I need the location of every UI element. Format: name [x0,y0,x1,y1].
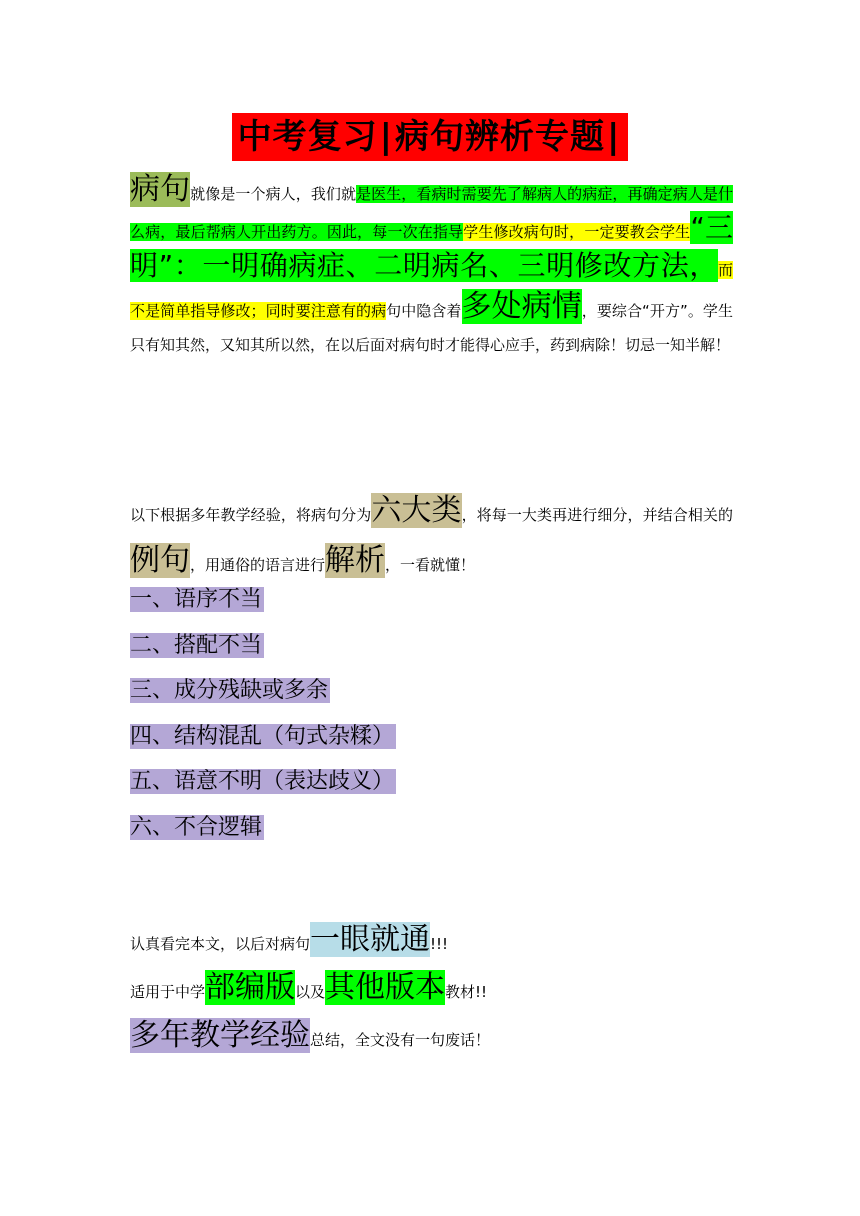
category-label: 六、不合逻辑 [130,814,263,840]
title-bar-2: | [607,117,621,157]
intro-three-clarity: “三明”：一明确病症、二明病名、三明修改方法， [130,211,733,282]
summary-keyword-six: 六大类 [371,493,462,528]
closing-text: !!! [430,935,449,953]
closing-keyword-glance: 一眼就通 [310,922,431,957]
intro-paragraph [130,170,733,362]
title-part-2: 病句辨析专题 [395,117,605,157]
title-container [0,113,860,161]
summary-text-2: ，将每一大类再进行细分，并结合相关的 [461,506,733,524]
closing-text: 以及 [295,983,326,1001]
intro-keyword-bingju: 病句 [130,172,191,207]
category-item [130,765,396,799]
summary-paragraph [130,488,733,588]
closing-line-2 [130,966,733,1014]
intro-text-1: 就像是一个病人，我们就 [190,185,357,203]
intro-highlight-yellow-2: 而不是简单指导修改；同时要注意有的病 [130,261,733,320]
closing-line-3 [130,1014,733,1062]
summary-keyword-analysis: 解析 [325,543,386,578]
intro-highlight-yellow: 学生修改病句时，一定要教会学生 [463,223,691,241]
closing-keyword-experience: 多年教学经验 [130,1018,310,1053]
title-part-1: 中考复习 [237,117,378,157]
summary-text-3: ，用通俗的语言进行 [190,556,326,574]
category-label: 一、语序不当 [130,587,263,612]
closing-keyword-other-versions: 其他版本 [325,970,446,1005]
category-item [130,720,396,754]
closing-text: 总结，全文没有一句废话！ [310,1031,491,1049]
closing-text: 教材!! [445,983,488,1001]
intro-keyword-multiple: 多处病情 [461,289,582,324]
closing-block [130,918,733,1062]
closing-text: 认真看完本文，以后对病句 [130,935,311,953]
category-list [130,583,396,856]
closing-text: 适用于中学 [130,983,206,1001]
intro-highlight-green: 是医生，看病时需要先了解病人的病症，再确定病人是什么病，最后帮病人开出药方。因此，每一次在指导 [130,185,733,241]
category-label: 五、语意不明（表达歧义） [130,769,395,794]
category-label: 二、搭配不当 [130,632,263,658]
page-title [232,113,629,161]
category-item [130,811,396,845]
closing-line-1 [130,918,733,966]
intro-text-2: 句中隐含着 [386,302,462,320]
summary-keyword-example: 例句 [130,543,190,578]
intro-text-3: ，要综合“开方”。学生只有知其然，又知其所以然，在以后面对病句时才能得心应手，药到病除！切忌一知半解！ [130,302,733,354]
category-item [130,583,396,617]
title-bar-1: | [379,117,393,157]
category-item [130,674,396,708]
summary-text-1: 以下根据多年教学经验，将病句分为 [130,506,372,524]
closing-keyword-edition: 部编版 [205,970,296,1005]
summary-text-4: ，一看就懂！ [385,556,476,574]
category-label: 四、结构混乱（句式杂糅） [130,723,395,749]
category-label: 三、成分残缺或多余 [130,678,329,703]
category-item [130,629,396,663]
